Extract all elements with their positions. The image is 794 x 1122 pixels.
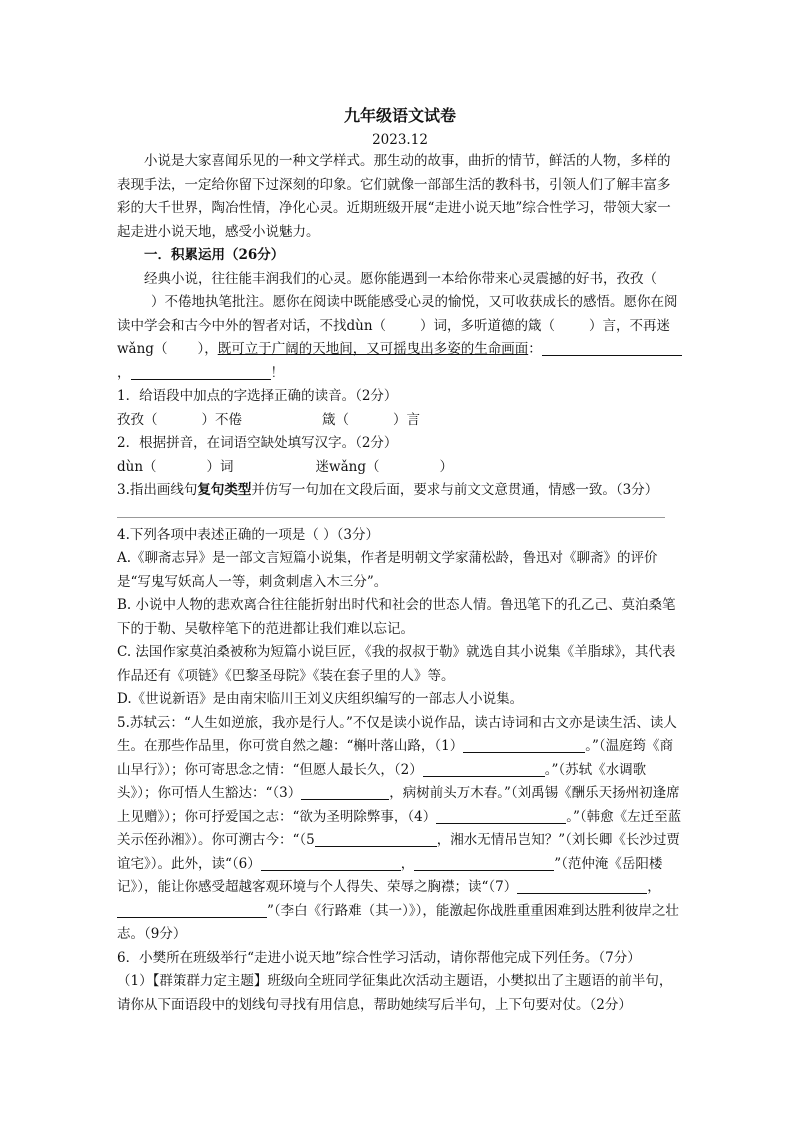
q2-text-d: ） (439, 458, 453, 475)
option-d: D.《世说新语》是由南宋临川王刘义庆组织编写的一部志人小说集。 (117, 691, 524, 707)
answer-blank[interactable] (542, 340, 682, 356)
option-b: B. 小说中人物的悲欢离合往往能折射出时代和社会的世态人情。鲁迅笔下的孔乙己、莫泊桑笔下的于勒、吴敬梓笔下的范进都让我们难以忘记。 (117, 597, 676, 637)
q3-bold-text: 复句类型 (197, 482, 252, 498)
answer-blank[interactable] (301, 784, 389, 800)
question-2-answers (117, 456, 683, 480)
q1-text-b: ）不倦 (201, 411, 242, 428)
exam-date: 2023.12 (372, 132, 428, 148)
question-5 (117, 712, 683, 947)
q5-text-10: ”（李白《行路难（其一）》），能激起你战胜重重困难到达胜利彼岸之壮志。（9分） (117, 902, 679, 942)
page-title: 九年级语文试卷 (343, 106, 456, 125)
q1-text-c: 箴（ (322, 411, 349, 428)
q3-text-a: 3.指出画线句 (117, 482, 198, 498)
q6-sub1-num: （1） (117, 973, 153, 989)
q5-text-6: ，湘水无情吊岂知？”（刘长卿《长沙过贾谊宅》）。此外，读“（6） (117, 832, 680, 872)
q5-text-8: ”（范仲淹《岳阳楼记》），能让你感受超越客观环境与个人得失、荣辱之胸襟；读“（7） (117, 855, 663, 895)
passage-text-h: ！ (270, 364, 284, 381)
q2-text-b: ）词 (206, 458, 234, 475)
question-3 (117, 479, 683, 503)
answer-blank[interactable] (423, 761, 545, 777)
passage-text-g: ， (117, 364, 131, 381)
section-heading: 一．积累运用（26分） (144, 247, 285, 263)
passage-text-a: 经典小说，往往能丰润我们的心灵。愿你能遇到一本给你带来心灵震撼的好书，孜孜（ (144, 270, 657, 287)
answer-blank[interactable] (131, 364, 271, 380)
passage-paragraph (117, 268, 683, 386)
answer-blank[interactable] (463, 737, 585, 753)
q5-text-4: ，病树前头万木春。”（刘禹锡《酬乐天扬州初逢席上见赠》）；你可抒爱国之志：“欲为圣明除弊事，（4） (117, 785, 680, 825)
question-1-stem: 1．给语段中加点的字选择正确的读音。（2分） (117, 388, 398, 404)
answer-blank[interactable] (414, 855, 554, 871)
q2-text-a: dùn（ (117, 458, 157, 475)
q5-text-7: ， (400, 855, 415, 872)
q6-sub1-bold: 【群策群力定主题】 (152, 973, 268, 989)
answer-blank[interactable] (436, 808, 566, 824)
option-c: C. 法国作家莫泊桑被称为短篇小说巨匠，《我的叔叔于勒》就选自其小说集《羊脂球》，其代表作品还有《项链》《巴黎圣母院》《装在套子里的人》等。 (117, 644, 676, 684)
answer-blank[interactable] (315, 831, 437, 847)
question-4-stem: 4.下列各项中表述正确的一项是（ ）（3分） (117, 526, 380, 543)
answer-line[interactable] (117, 507, 665, 518)
q2-text-c: 迷wǎng（ (315, 458, 380, 475)
underlined-sentence: 既可立于广阔的天地间，又可摇曳出多姿的生命画面 (217, 341, 529, 357)
option-a: A.《聊斋志异》是一部文言短篇小说集，作者是明朝文学家蒲松龄，鲁迅对《聊斋》的评价是“写鬼写妖高人一等，刺贪刺虐入木三分”。 (117, 550, 658, 590)
passage-text-f: ： (528, 341, 542, 357)
passage-text-d: ）言，不再迷wǎng（ (117, 317, 671, 357)
q5-text-1: 5.苏轼云：“人生如逆旅，我亦是行人。”不仅是读小说作品，读古诗词和古文亦是读生活、读人生。在那些作品里，你可赏自然之趣：“槲叶落山路，（1） (117, 714, 677, 754)
passage-text-b: ）不倦地执笔批注。愿你在阅读中既能感受心灵的愉悦，又可收获成长的感悟。愿你在阅读中学会和古今中外的智者对话，不找dùn（ (117, 294, 678, 334)
passage-text-c: ）词，多听道德的箴（ (420, 317, 556, 334)
q6-sub1-text: 班级向全班同学征集此次活动主题语，小樊拟出了主题语的前半句，请你从下面语段中的划线句寻找有用信息，帮助她续写后半句，上下句要对仗。（2分） (117, 973, 673, 1013)
question-6-sub-1 (117, 970, 683, 1017)
answer-blank[interactable] (117, 902, 267, 918)
passage-text-e: ）， (197, 341, 218, 357)
q1-text-d: ）言 (393, 411, 420, 428)
answer-blank[interactable] (261, 855, 401, 871)
q5-text-2: 。”（温庭筠《商山早行》）；你可寄思念之情：“但愿人最长久，（2） (117, 738, 674, 778)
q5-text-5: 。”（韩愈《左迁至蓝关示侄孙湘》）。你可溯古今：“（5 (117, 808, 682, 848)
question-2-stem: 2．根据拼音，在词语空缺处填写汉字。（2分） (117, 435, 398, 451)
answer-blank[interactable] (517, 878, 647, 894)
q5-text-9: ， (647, 879, 661, 895)
question-6-stem: 6．小樊所在班级举行“走进小说天地”综合性学习活动，请你帮他完成下列任务。（7分） (117, 949, 641, 966)
q5-text-3: 。”（苏轼《水调歌头》）；你可悟人生豁达：“（3） (117, 761, 647, 801)
q3-text-b: 并仿写一句加在文段后面，要求与前文文意贯通，情感一致。（3分） (251, 482, 659, 498)
exam-page (117, 104, 683, 1017)
q1-text-a: 孜孜（ (117, 411, 158, 428)
question-1-answers (117, 409, 683, 433)
intro-paragraph: 小说是大家喜闻乐见的一种文学样式。那生动的故事，曲折的情节，鲜活的人物，多样的表现手法，一定给你留下过深刻的印象。它们就像一部部生活的教科书，引领人们了解丰富多彩的大千世界，陶冶性情，净化心灵。近期班级开展“走进小说天地”综合性学习，带领大家一起走进小说天地，感受小说魅力。 (117, 153, 671, 240)
